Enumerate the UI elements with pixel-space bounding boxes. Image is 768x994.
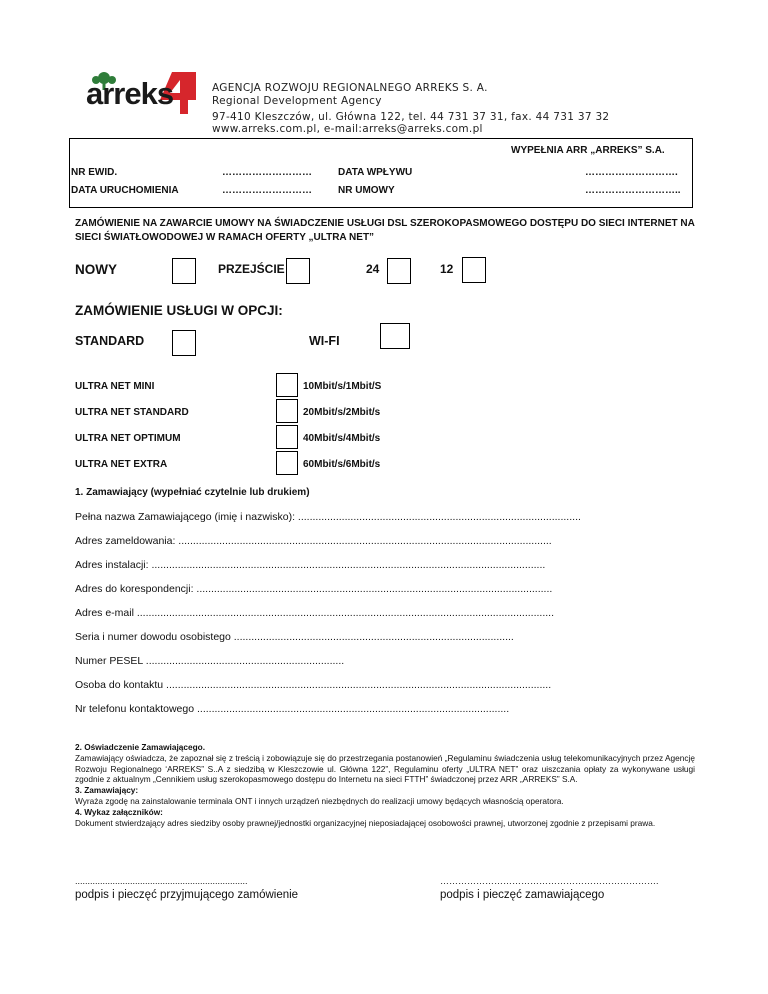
plan-name: ULTRA NET OPTIMUM [75,433,181,444]
signature-left-line[interactable]: ..................................................................... [75,876,248,886]
wifi-checkbox[interactable] [380,323,410,349]
section2-text: Zamawiający oświadcza, że zapoznał się z treścią i zobowiązuje się do przestrzegania postanowień „Regulaminu świadczenia usług telekomunikacyjnych przez Agencję Rozwoju Regionalnego ‘ARREKS” S..A z siedzibą w Kleszczowie ul. Główna 122”, Regulaminu oferty „ULTRA NET” oraz uiszczania opłaty za wykonywane usługi zgodnie z aktualnym „Cennikiem usług szerokopasmowego dostępu do Internetu na sieci FTTH” świadczonej przez ARR „ARREKS” S.A. [75,752,695,785]
term-24-label: 24 [366,262,380,276]
option-heading: ZAMÓWIENIE USŁUGI W OPCJI: [75,303,283,318]
plan-speed: 10Mbit/s/1Mbit/S [303,381,382,392]
wifi-label: WI-FI [309,334,340,348]
term-24-checkbox[interactable] [387,258,411,284]
section1-title: 1. Zamawiający (wypełniać czytelnie lub drukiem) [75,487,310,498]
field-installation-address[interactable]: Adres instalacji: ....................................................................................................................................... [75,559,546,571]
plan-checkbox[interactable] [276,373,298,397]
nowy-label: NOWY [75,262,117,277]
plan-speed: 40Mbit/s/4Mbit/s [303,433,381,444]
nr-ewid-label: NR EWID. [71,167,118,178]
admin-box-title: WYPEŁNIA ARR „ARREKS” S.A. [511,145,665,156]
agency-address: 97-410 Kleszczów, ul. Główna 122, tel. 44 731 37 31, fax. 44 731 37 32 [212,111,610,123]
agency-name-en: Regional Development Agency [212,95,382,107]
statements-block [75,742,695,828]
data-wplywu-label: DATA WPŁYWU [338,167,413,178]
admin-box-left-border [69,138,70,208]
przejscie-label: PRZEJŚCIE [218,262,285,276]
plan-name: ULTRA NET STANDARD [75,407,189,418]
data-wplywu-value[interactable]: ………………………. [585,167,678,178]
field-pesel[interactable]: Numer PESEL .................................................................... [75,655,345,667]
term-12-label: 12 [440,262,454,276]
field-contact-person[interactable]: Osoba do kontaktu .................................................................................................................................... [75,679,552,691]
field-full-name[interactable]: Pełna nazwa Zamawiającego (imię i nazwisko): ................................................................................................. [75,511,581,523]
field-registered-address[interactable]: Adres zameldowania: ................................................................................................................................ [75,535,552,547]
plan-checkbox[interactable] [276,451,298,475]
section3-text: Wyraża zgodę na zainstalowanie terminala ONT i innych urządzeń niezbędnych do realizacji umowy będących własnością operatora. [75,795,564,806]
admin-box-bottom-border [69,207,693,208]
data-uruchomienia-value[interactable]: ……………………… [222,185,312,196]
field-contact-phone[interactable]: Nr telefonu kontaktowego ........................................................................................................... [75,703,510,715]
data-uruchomienia-label: DATA URUCHOMIENIA [71,185,179,196]
plan-speed: 60Mbit/s/6Mbit/s [303,459,381,470]
plan-speed: 20Mbit/s/2Mbit/s [303,407,381,418]
agency-web: www.arreks.com.pl, e-mail:arreks@arreks.com.pl [212,123,483,135]
nr-ewid-value[interactable]: ……………………… [222,167,312,178]
admin-box-top-border [69,138,693,139]
plan-checkbox[interactable] [276,425,298,449]
agency-name: AGENCJA ROZWOJU REGIONALNEGO ARREKS S. A. [212,82,488,94]
plan-name: ULTRA NET MINI [75,381,155,392]
nowy-checkbox[interactable] [172,258,196,284]
przejscie-checkbox[interactable] [286,258,310,284]
admin-box-right-border [692,138,693,208]
form-title: ZAMÓWIENIE NA ZAWARCIE UMOWY NA ŚWIADCZENIE USŁUGI DSL SZEROKOPASMOWEGO DOSTĘPU DO SIECI INTERNET NA SIECI ŚWIATŁOWODOWEJ W RAMACH OFERTY „ULTRA NET” [75,218,695,243]
logo-text: arreks [86,76,174,111]
section4-text: Dokument stwierdzający adres siedziby osoby prawnej/jednostki organizacyjnej nieposiadającej osobowości prawnej, utworzonej zgodnie z przepisami prawa. [75,817,656,828]
section3-title: 3. Zamawiający: [75,785,139,796]
signature-left-label: podpis i pieczęć przyjmującego zamówienie [75,889,299,901]
field-email[interactable]: Adres e-mail ............................................................................................................................................... [75,607,555,619]
standard-checkbox[interactable] [172,330,196,356]
section4-title: 4. Wykaz załączników: [75,806,163,817]
term-12-checkbox[interactable] [462,257,486,283]
plan-checkbox[interactable] [276,399,298,423]
nr-umowy-label: NR UMOWY [338,185,395,196]
section2-title: 2. Oświadczenie Zamawiającego. [75,742,206,752]
nr-umowy-value[interactable]: ……………………….. [585,185,681,196]
field-correspondence-address[interactable]: Adres do korespondencji: .......................................................................................................................... [75,583,553,595]
signature-right-label: podpis i pieczęć zamawiającego [440,889,605,901]
standard-label: STANDARD [75,334,145,348]
signature-right-line[interactable]: ………………………………………………………………. [440,876,659,886]
plan-name: ULTRA NET EXTRA [75,459,168,470]
field-id-document[interactable]: Seria i numer dowodu osobistego ................................................................................................ [75,631,514,643]
